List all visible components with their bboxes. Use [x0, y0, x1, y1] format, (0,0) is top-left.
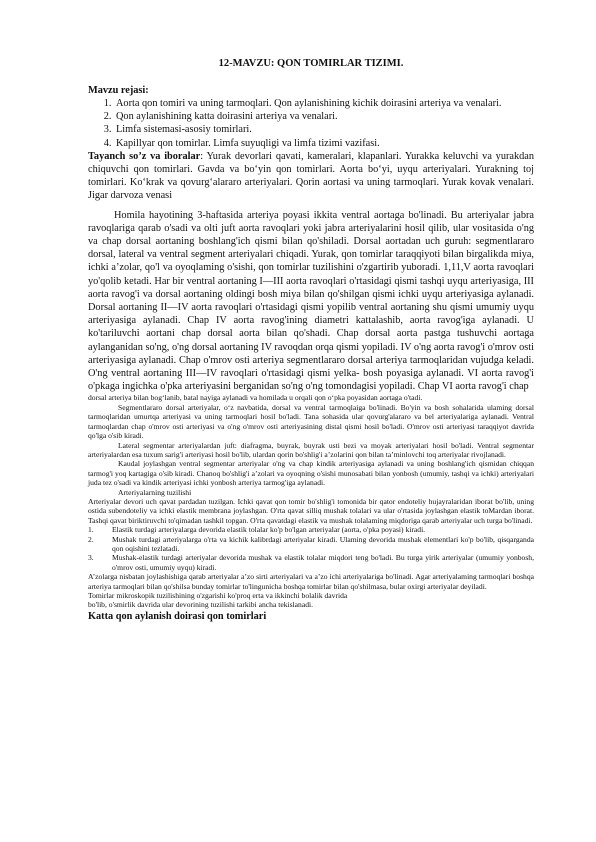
plan-item: 4. Kapillyar qon tomirlar. Limfa suyuqligi va limfa tizimi vazifasi. [114, 137, 534, 150]
plan-heading: Mavzu rejasi: [88, 85, 149, 96]
item-number: 1. [88, 525, 94, 535]
document-page [88, 58, 534, 622]
small-paragraph: Lateral segmentar arteriyalardan juft: diafragma, buyrak, buyrak usti bezi va moyak arteriyalari hosil bo'ladi. Ventral segmentar arteriyalardan esa tuxum sarig'i arteriyasi hosil bo'lib, ulardan qorin bo'shlig'i a’zolarini qon bilan ta’minlovchi toq arteriyalar rivojlanadi. [88, 440, 534, 459]
page-title: 12-MAVZU: QON TOMIRLAR TIZIMI. [218, 58, 404, 69]
small-paragraph: dorsal arteriya bilan bog‘lanib, batal nayiga aylanadi va homilada u orqali qon o‘pka poyasidan aortaga o'tadi. [88, 393, 423, 403]
small-paragraph: Segmentlararo dorsal arteriyalar, o‘z navbatida, dorsal va ventral tarmoqlaiga bo'linadi. Bo'yin va bosh sohalarida ulaming dorsal tarmoqlaridan umurtqa arteriyasi va uning tarmoqlari hosil bo'ladi. Tana sohasida ular qovurg'alararo va bel arteriyalariga aylanadi. Ventral tarmoqlardan chap o'mrov osti arteriyasi va o'ng o'mrov osti arteriyasining distal qismi hosil bo'ladi. O'mrov osti arteriyasi taraqqiyot davrida qo'lga o'sib kiradi. [88, 402, 534, 441]
key-terms-label: Tayanch so’z va iboralar [88, 150, 201, 162]
item-number: 2. [88, 534, 94, 544]
small-paragraph: bo'lib, o'smirlik davrida ular devorining tuzilishi tarkibi ancha tekislanadi. [88, 600, 314, 610]
small-text-section [88, 393, 534, 609]
plan-list [88, 97, 534, 150]
small-paragraph: Arteriyalar devori uch qavat pardadan tuzilgan. Ichki qavat qon tomir bo'shlig'i tomonida bir qator endoteliy hujayralaridan iborat bo'lib, uning ostida subendoteliy va ichki elastik membrana joylashgan. O'rta qavat silliq mushak tolalari va ular o'rtasida joylashgan elastik toMardan iborat. Tashqi qavat biriktiruvchi to'qimadan tashkil topgan. O'rta qavatdagi elastik va mushak tolalaming miqdoriga qarab arteriyalar uch turga bo'linadi. [88, 496, 534, 525]
numbered-item [88, 525, 534, 534]
item-text: Elastik turdagi arteriyalarga devorida elastik tolalar ko'p bo'lgan arteriyalar (aorta, o'pka poyasi) kiradi. [112, 525, 426, 535]
item-text: Mushak turdagi arteriyalarga o'rta va kichik kalibrdagi arteriyalar kiradi. Ulaming devorida mushak elementlari ko'p bo'lib, qisqarganda qon oqishini tezlatadi. [112, 534, 534, 553]
key-terms-paragraph [88, 150, 534, 203]
small-paragraph: Tomirlar mikroskopik tuzilishining o'zgarishi ko'proq erta va ikkinchi bolalik davrida [88, 591, 348, 600]
main-paragraph: Homila hayotining 3-haftasida arteriya poyasi ikkita ventral aortaga bo'linadi. Bu arteriyalar jabra ravoqlariga qarab o'sadi va olti juft aorta ravoqlari yoki jabra arteriyalarini hosil qilib, ular vositasida o'ng va chap dorsal aortaning boshlang'ich qismi bilan qo'shiladi. Dorsal aortadan uch guruh: segmentlararo dorsal, lateral va ventral segment arteriyalari chiqadi. Yurak, qon tomirlar taraqqiyoti bilan birgalikda miya, ichki a’zolar, qo'l va oyoqlaming o'sishi, qon tomirlar tuzilishini o'zgartirib yuboradi. 1,11,V aorta ravoqlari yo'qolib ketadi. Har bir ventral aortaning I—III aorta ravoqlari o'rtasidagi qismi tashqi uyqu arteriyasiga, III aorta ravog'i va dorsal aortaning oldingi bosh miya bilan qo'shilgan qismi ichki uyqu arteriyasiga aylanadi. Dorsal aortaning II—IV aorta ravoqlari o'rtasidagi qismi yopilib ventral aortaning shu qismi umumiy uyqu arteriyasiga aylanadi. Chap IV aorta ravog'ining diametri kattalashib, aorta ravog'iga aylanadi. U ko'tariluvchi aortani chap dorsal aorta bilan qo'shadi. Chap dorsal aorta pastga tushuvchi aortaga aylanganidan so'ng, o'ng dorsal aortaning IV ravoqdan orqa qismi yopiladi. IV o'ng aorta ravog'i o'mrov osti arteriyasiga aylanadi. Chap o'mrov osti arteriya segmentlararo dorsal arteriya tarmoqlaridan vujudga keladi. O'ng ventral aortaning III—IV ravoqlari o'rtasidagi qismi yelka- bosh poyasiga aylanadi. VI aorta ravog'i o'pkaga ingichka o'pka arteriyasini berganidan so'ng o'ng tomondagisi yopiladi. Chap VI aorta ravog'i chap [88, 209, 534, 393]
plan-item: 2. Qon aylanishining katta doirasini arteriya va venalari. [114, 110, 534, 123]
key-terms-text: : Yurak devorlari qavati, kameralari, klapanlari. Yurakka keluvchi va yurakdan chiquvchi qon tomirlari. Gavda va bo‘yin qon tomirlari. Aorta bo‘yi, uyqu arteriyalari. Yurakning toj tomirlari. Ko‘krak va qovurg‘alararo arteriyalari. Qorin aortasi va uning tarmoqlari. Yurak kovak venalari. Jigar darvoza venasi [88, 150, 534, 202]
item-number: 3. [88, 553, 94, 563]
small-paragraph: A’zolarga nisbatan joylashishiga qarab arteriyalar a’zo sirti arteriyalari va a’zo ichi arteriyalariga bo'linadi. Agar arteriyalaming tarmoqlari boshqa arteriya tarmoqlari bilan qo'shilsa bunday tomirlar to'lingunicha boshqa tomirlar bilan qo'shilmasa, bular oxirgi arteriyalar deyiladi. [88, 572, 534, 591]
subheading-arteries-structure: Arteriyalarning tuzilishi [118, 487, 192, 497]
plan-item: 1. Aorta qon tomiri va uning tarmoqlari. Qon aylanishining kichik doirasini arteriya va venalari. [114, 97, 534, 110]
plan-item: 3. Limfa sistemasi-asosiy tomirlari. [114, 123, 534, 136]
item-text: Mushak-elastik turdagi arteriyalar devorida mushak va elastik tolalar miqdori teng bo'ladi. Bu turga yirik arteriyalar (umumiy yonbosh, o'mrov osti, umumiy uyqu) kiradi. [112, 553, 534, 572]
numbered-item [88, 535, 534, 554]
numbered-item [88, 553, 534, 572]
small-paragraph: Kaudal joylashgan ventral segmentar arteriyalar o'ng va chap kindik arteriyasiga aylanadi va uning boshlang'ich qismidan chiqqan tarmog'i yoq kartagiga o'sib kiradi. Chanoq bo'shlig'i a’zolari va oyoqning o'sishi munosabati bilan yonbosh (umumiy, tashqi va ichki) arteriyalari juda tez o'sadi va kindik arteriyasi ichki yonbosh arteriya tarmog'iga aylanadi. [88, 459, 534, 488]
section-heading: Katta qon aylanish doirasi qon tomirlari [88, 610, 267, 622]
